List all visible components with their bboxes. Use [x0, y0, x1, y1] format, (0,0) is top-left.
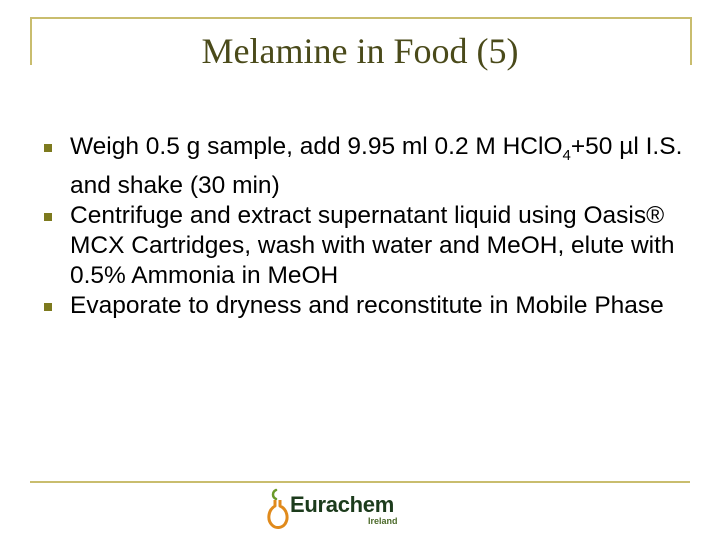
logo-subtitle: Ireland	[368, 516, 398, 526]
bullet-1-text-b: +50	[570, 133, 620, 160]
bullet-2-registered-mark: ®	[646, 201, 665, 229]
bullet-2-text-b: MCX Cartridges, wash with water and MeOH, elute with 0.5% Ammonia in MeOH	[70, 231, 675, 289]
bullet-1-subscript: 4	[562, 146, 571, 164]
bullet-list	[44, 132, 684, 321]
flask-icon	[266, 488, 290, 530]
bullet-1-text-a: Weigh 0.5 g sample, add 9.95 ml 0.2 M HClO	[70, 133, 563, 160]
bullet-square-icon	[44, 303, 52, 311]
bullet-square-icon	[44, 144, 52, 152]
logo-wordmark: Eurachem	[290, 492, 394, 517]
bullet-item-2	[44, 201, 684, 291]
bullet-square-icon	[44, 213, 52, 221]
bullet-item-1	[44, 132, 684, 201]
bullet-1-text-c: l I.S. and shake (30 min)	[70, 133, 683, 199]
bullet-1-micro-symbol: µ	[619, 133, 634, 160]
bullet-3-text: Evaporate to dryness and reconstitute in Mobile Phase	[70, 291, 664, 319]
bullet-2-text-a: Centrifuge and extract supernatant liquid using Oasis	[70, 201, 647, 229]
slide-title: Melamine in Food (5)	[201, 31, 519, 71]
bottom-rule	[30, 481, 690, 483]
bullet-item-3	[44, 291, 684, 321]
eurachem-logo	[264, 486, 434, 534]
top-rule	[30, 17, 690, 19]
